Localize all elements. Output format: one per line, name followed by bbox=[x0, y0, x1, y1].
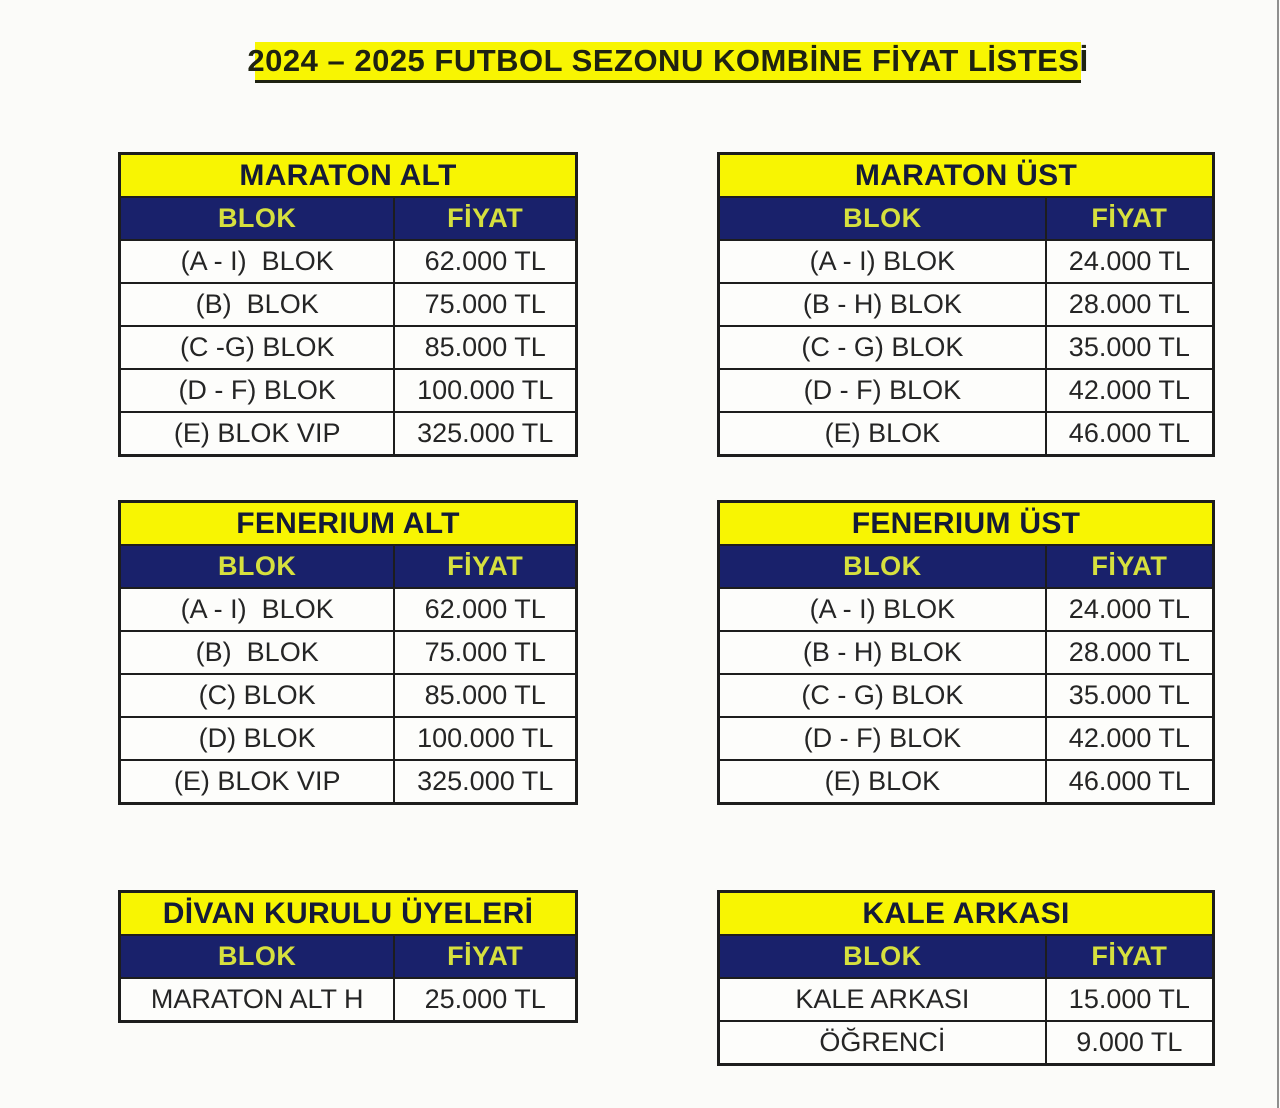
blok-cell: (B - H) BLOK bbox=[802, 637, 962, 667]
table-title: FENERIUM ALT bbox=[121, 503, 575, 544]
fiyat-cell: 62.000 TL bbox=[393, 589, 575, 630]
blok-cell: (B) BLOK bbox=[195, 289, 319, 319]
table-row bbox=[121, 368, 575, 411]
table-row bbox=[720, 716, 1212, 759]
table-header-row bbox=[121, 196, 575, 239]
blok-cell: MARATON ALT H bbox=[150, 984, 364, 1014]
fiyat-cell: 85.000 TL bbox=[393, 327, 575, 368]
column-header-fiyat: FİYAT bbox=[393, 546, 575, 587]
blok-cell: (E) BLOK bbox=[824, 418, 941, 448]
blok-cell: (D - F) BLOK bbox=[803, 375, 962, 405]
table-row bbox=[121, 325, 575, 368]
blok-cell: (B) BLOK bbox=[195, 637, 319, 667]
table-row bbox=[720, 587, 1212, 630]
column-header-blok: BLOK bbox=[843, 203, 922, 233]
column-header-fiyat: FİYAT bbox=[393, 936, 575, 977]
fiyat-cell: 28.000 TL bbox=[1045, 632, 1212, 673]
fiyat-cell: 42.000 TL bbox=[1045, 718, 1212, 759]
column-header-fiyat: FİYAT bbox=[1045, 546, 1212, 587]
scan-edge-line bbox=[1277, 0, 1279, 1108]
table-maraton-alt bbox=[118, 152, 578, 457]
blok-cell: KALE ARKASI bbox=[795, 984, 970, 1014]
blok-cell: (D - F) BLOK bbox=[178, 375, 336, 405]
table-header-row bbox=[121, 544, 575, 587]
blok-cell: (B - H) BLOK bbox=[802, 289, 962, 319]
table-row bbox=[121, 587, 575, 630]
column-header-fiyat: FİYAT bbox=[393, 198, 575, 239]
table-row bbox=[720, 630, 1212, 673]
fiyat-cell: 46.000 TL bbox=[1045, 761, 1212, 802]
table-row bbox=[121, 673, 575, 716]
table-row bbox=[720, 977, 1212, 1020]
fiyat-cell: 75.000 TL bbox=[393, 284, 575, 325]
column-header-fiyat: FİYAT bbox=[1045, 936, 1212, 977]
fiyat-cell: 35.000 TL bbox=[1045, 675, 1212, 716]
table-row bbox=[720, 325, 1212, 368]
column-header-blok: BLOK bbox=[217, 203, 297, 233]
fiyat-cell: 24.000 TL bbox=[1045, 241, 1212, 282]
fiyat-cell: 15.000 TL bbox=[1045, 979, 1212, 1020]
table-fenerium-alt bbox=[118, 500, 578, 805]
table-title: KALE ARKASI bbox=[720, 893, 1212, 934]
blok-cell: (E) BLOK VIP bbox=[173, 766, 341, 796]
fiyat-cell: 42.000 TL bbox=[1045, 370, 1212, 411]
column-header-fiyat: FİYAT bbox=[1045, 198, 1212, 239]
table-row bbox=[121, 630, 575, 673]
page-title: 2024 – 2025 FUTBOL SEZONU KOMBİNE FİYAT LİSTESİ bbox=[255, 42, 1081, 83]
table-header-row bbox=[720, 196, 1212, 239]
fiyat-cell: 25.000 TL bbox=[393, 979, 575, 1020]
fiyat-cell: 46.000 TL bbox=[1045, 413, 1212, 454]
blok-cell: (A - I) BLOK bbox=[809, 246, 956, 276]
table-row bbox=[121, 977, 575, 1020]
column-header-blok: BLOK bbox=[843, 941, 922, 971]
column-header-blok: BLOK bbox=[217, 551, 297, 581]
fiyat-cell: 85.000 TL bbox=[393, 675, 575, 716]
table-row bbox=[121, 411, 575, 454]
table-divan-kurulu-uyeleri bbox=[118, 890, 578, 1023]
fiyat-cell: 75.000 TL bbox=[393, 632, 575, 673]
table-title: DİVAN KURULU ÜYELERİ bbox=[121, 893, 575, 934]
table-row bbox=[121, 716, 575, 759]
fiyat-cell: 24.000 TL bbox=[1045, 589, 1212, 630]
table-row bbox=[720, 411, 1212, 454]
table-row bbox=[720, 282, 1212, 325]
fiyat-cell: 325.000 TL bbox=[393, 413, 575, 454]
fiyat-cell: 325.000 TL bbox=[393, 761, 575, 802]
table-title: MARATON ÜST bbox=[720, 155, 1212, 196]
fiyat-cell: 100.000 TL bbox=[393, 370, 575, 411]
blok-cell: (A - I) BLOK bbox=[180, 246, 334, 276]
table-row bbox=[121, 282, 575, 325]
table-header-row bbox=[720, 934, 1212, 977]
blok-cell: (D - F) BLOK bbox=[803, 723, 962, 753]
table-row bbox=[720, 368, 1212, 411]
table-row bbox=[720, 1020, 1212, 1063]
table-row bbox=[720, 239, 1212, 282]
table-header-row bbox=[121, 934, 575, 977]
table-title: MARATON ALT bbox=[121, 155, 575, 196]
table-kale-arkasi bbox=[717, 890, 1215, 1066]
blok-cell: (C -G) BLOK bbox=[179, 332, 335, 362]
blok-cell: (A - I) BLOK bbox=[809, 594, 956, 624]
blok-cell: ÖĞRENCİ bbox=[819, 1027, 946, 1057]
fiyat-cell: 35.000 TL bbox=[1045, 327, 1212, 368]
table-maraton-ust bbox=[717, 152, 1215, 457]
blok-cell: (A - I) BLOK bbox=[180, 594, 334, 624]
fiyat-cell: 62.000 TL bbox=[393, 241, 575, 282]
table-row bbox=[121, 759, 575, 802]
blok-cell: (E) BLOK bbox=[824, 766, 941, 796]
fiyat-cell: 100.000 TL bbox=[393, 718, 575, 759]
table-row bbox=[121, 239, 575, 282]
fiyat-cell: 28.000 TL bbox=[1045, 284, 1212, 325]
blok-cell: (D) BLOK bbox=[198, 723, 316, 753]
column-header-blok: BLOK bbox=[843, 551, 922, 581]
fiyat-cell: 9.000 TL bbox=[1045, 1022, 1212, 1063]
column-header-blok: BLOK bbox=[217, 941, 297, 971]
table-fenerium-ust bbox=[717, 500, 1215, 805]
table-row bbox=[720, 759, 1212, 802]
blok-cell: (C - G) BLOK bbox=[801, 332, 964, 362]
blok-cell: (E) BLOK VIP bbox=[173, 418, 341, 448]
table-row bbox=[720, 673, 1212, 716]
blok-cell: (C) BLOK bbox=[198, 680, 316, 710]
blok-cell: (C - G) BLOK bbox=[801, 680, 964, 710]
table-header-row bbox=[720, 544, 1212, 587]
table-title: FENERIUM ÜST bbox=[720, 503, 1212, 544]
